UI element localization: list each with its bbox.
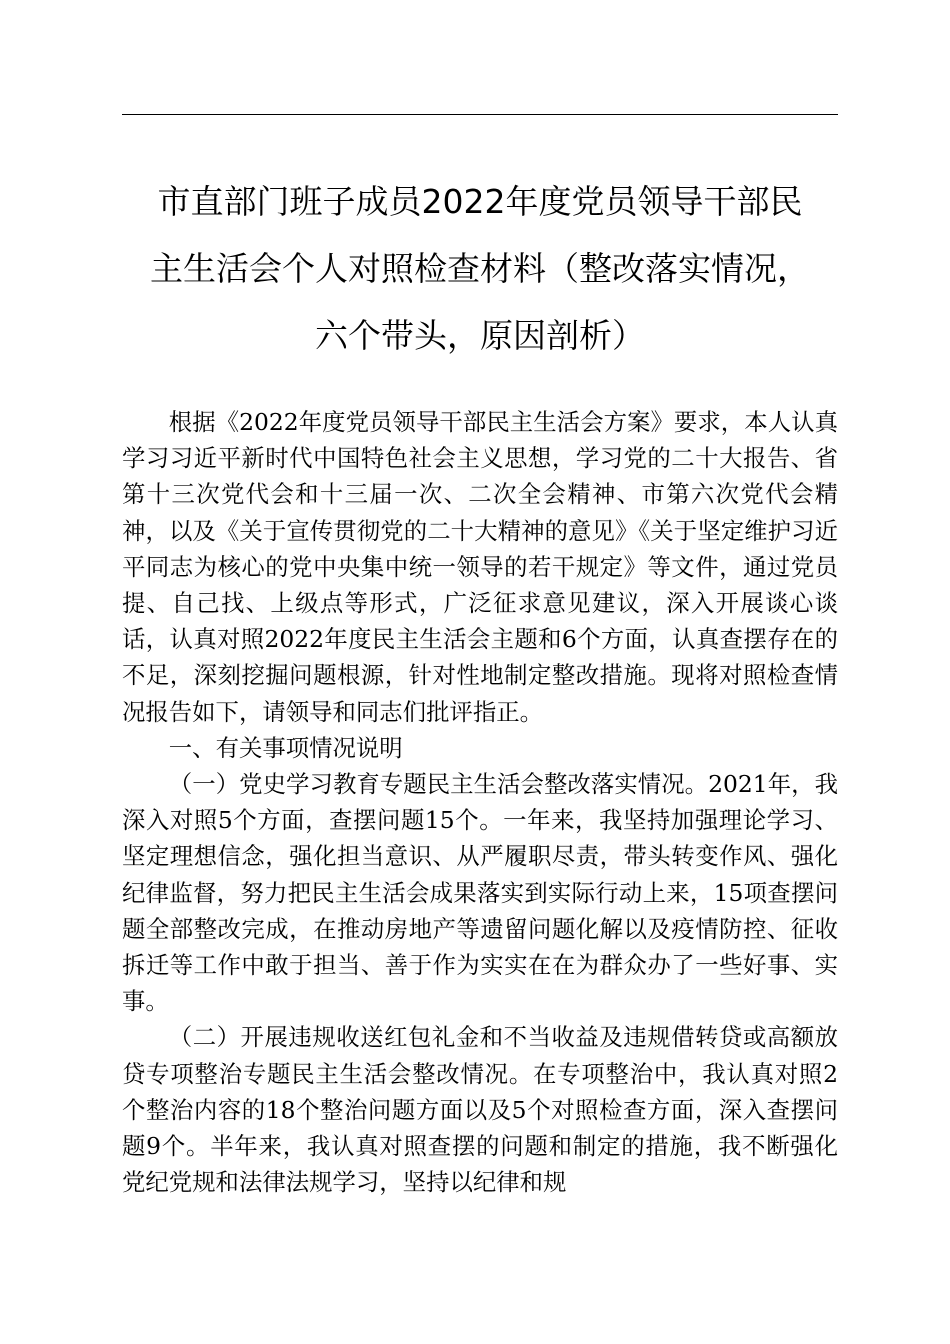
document-body (122, 404, 838, 1200)
title-line: 六个带头，原因剖析） (315, 316, 645, 355)
title-line: 市直部门班子成员2022年度党员领导干部民 (157, 182, 803, 221)
subsection-paragraph: （一）党史学习教育专题民主生活会整改落实情况。2021年，我深入对照5个方面，查摆问题15个。一年来，我坚持加强理论学习、坚定理想信念，强化担当意识、从严履职尽责，带头转变作风、强化纪律监督，努力把民主生活会成果落实到实际行动上来，15项查摆问题全部整改完成，在推动房地产等遗留问题化解以及疫情防控、征收拆迁等工作中敢于担当、善于作为实实在在为群众办了一些好事、实事。 (122, 770, 838, 1016)
header-rule (122, 114, 838, 115)
intro-paragraph: 根据《2022年度党员领导干部民主生活会方案》要求，本人认真学习习近平新时代中国特色社会主义思想，学习党的二十大报告、省第十三次党代会和十三届一次、二次全会精神、市第六次党代会精神，以及《关于宣传贯彻党的二十大精神的意见》《关于坚定维护习近平同志为核心的党中央集中统一领导的若干规定》等文件，通过党员提、自己找、上级点等形式，广泛征求意见建议，深入开展谈心谈话，认真对照2022年度民主生活会主题和6个方面，认真查摆存在的不足，深刻挖掘问题根源，针对性地制定整改措施。现将对照检查情况报告如下，请领导和同志们批评指正。 (122, 408, 838, 726)
subsection-paragraph: （二）开展违规收送红包礼金和不当收益及违规借转贷或高额放贷专项整治专题民主生活会整改情况。在专项整治中，我认真对照2个整治内容的18个整治问题方面以及5个对照检查方面，深入查摆问题9个。半年来，我认真对照查摆的问题和制定的措施，我不断强化党纪党规和法律法规学习，坚持以纪律和规 (122, 1023, 838, 1197)
document-title (122, 168, 838, 369)
title-line: 主生活会个人对照检查材料（整改落实情况， (150, 249, 810, 288)
section-heading: 一、有关事项情况说明 (168, 733, 403, 762)
